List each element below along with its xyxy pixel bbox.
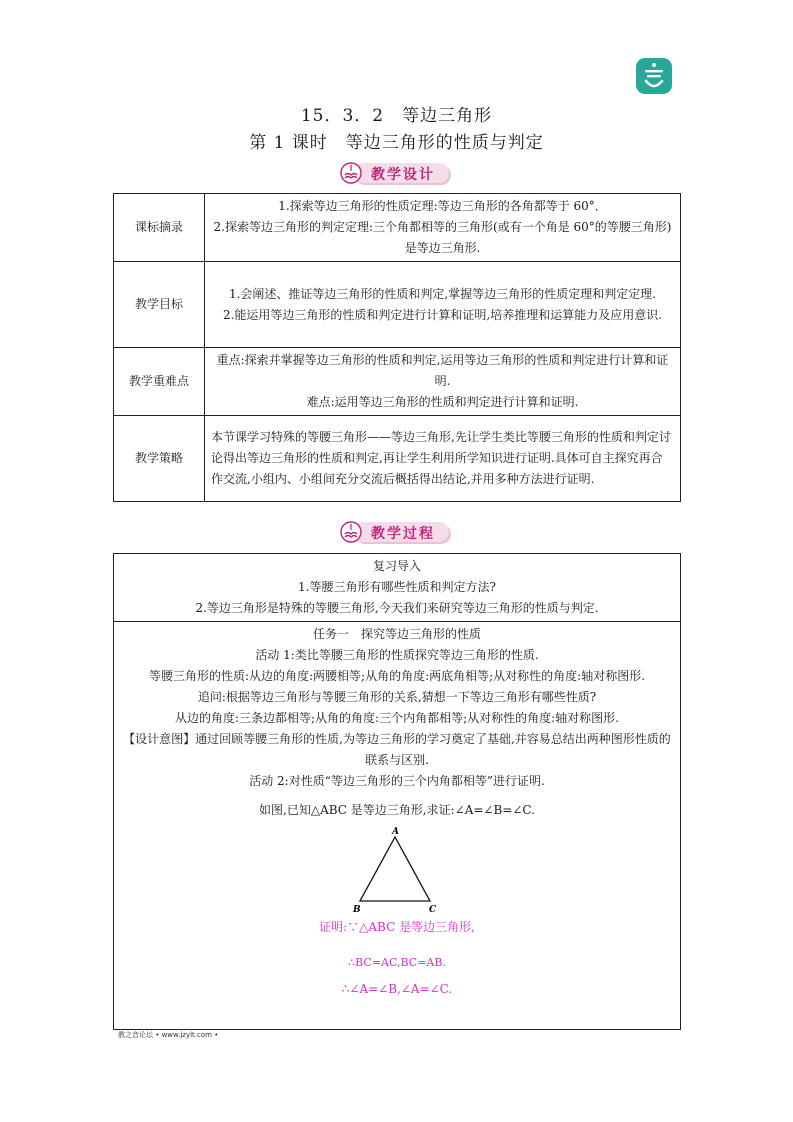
table-row xyxy=(114,262,681,348)
triangle-figure xyxy=(352,827,442,913)
process-table xyxy=(113,553,681,1030)
table-row xyxy=(114,194,681,262)
content-line: 难点:运用等边三角形的性质和判定进行计算和证明. xyxy=(306,395,579,409)
content-line: 本节课学习特殊的等腰三角形——等边三角形,先让学生类比等腰三角形的性质和判定讨论得出等边三角形的性质和判定,再让学生利用所学知识进行证明.具体可自主探究再合作交流,小组内、小组间充分交流后概括得出结论,并用多种方法进行证明. xyxy=(211,430,671,486)
problem-statement: 如图,已知△ABC 是等边三角形,求证:∠A=∠B=∠C. xyxy=(259,803,535,817)
row-content xyxy=(205,348,681,416)
vertex-label-c: C xyxy=(429,905,437,913)
content-line: 1.等腰三角形有哪些性质和判定方法? xyxy=(298,580,496,594)
book-icon xyxy=(339,162,367,184)
content-line: 1.探索等边三角形的性质定理:等边三角形的各角都等于 60°． xyxy=(278,199,607,213)
table-row xyxy=(114,554,681,622)
task-cell xyxy=(114,622,681,1030)
page-subtitle: 第 1 课时 等边三角形的性质与判定 xyxy=(249,133,544,153)
task-heading: 任务一 探究等边三角形的性质 xyxy=(312,627,481,641)
brand-logo-icon xyxy=(636,58,672,94)
content-line: 从边的角度:三条边都相等;从角的角度:三个内角都相等;从对称性的角度:轴对称图形. xyxy=(174,711,620,725)
book-icon xyxy=(339,521,367,543)
row-label: 教学策略 xyxy=(114,416,205,502)
triangle-abc xyxy=(360,837,430,901)
row-content xyxy=(205,194,681,262)
proof-line: 证明:∵△ABC 是等边三角形, xyxy=(319,920,475,934)
review-cell xyxy=(114,554,681,622)
content-line: 2.探索等边三角形的判定定理:三个角都相等的三角形(或有一个角是 60°的等腰三角形)是等边三角形. xyxy=(213,220,672,255)
section-banner-label: 教学过程 xyxy=(371,526,435,542)
review-heading: 复习导入 xyxy=(372,559,421,573)
section-banner-process xyxy=(339,521,453,543)
row-label: 课标摘录 xyxy=(114,194,205,262)
design-intent: 【设计意图】通过回顾等腰三角形的性质,为等边三角形的学习奠定了基础,并容易总结出两种图形性质的联系与区别. xyxy=(123,732,671,767)
row-content xyxy=(205,262,681,348)
page-title: 15．3．2 等边三角形 xyxy=(300,106,493,126)
footer-text: 教之音论坛 • www.jzylt.com • xyxy=(118,1031,219,1039)
vertex-label-a: A xyxy=(392,827,399,837)
brand-logo xyxy=(636,58,672,94)
content-line: 活动 2:对性质“等边三角形的三个内角都相等”进行证明. xyxy=(249,774,545,788)
content-line: 追问:根据等边三角形与等腰三角形的关系,猜想一下等边三角形有哪些性质? xyxy=(197,690,597,704)
table-row xyxy=(114,416,681,502)
proof-line: ∴∠A=∠B,∠A=∠C. xyxy=(341,982,453,996)
content-line: 2.能运用等边三角形的性质和判定进行计算和证明,培养推理和运算能力及应用意识. xyxy=(222,307,663,322)
content-line: 2.等边三角形是特殊的等腰三角形,今天我们来研究等边三角形的性质与判定. xyxy=(195,601,599,615)
proof-line: ∴BC=AC,BC=AB. xyxy=(348,956,446,969)
vertex-label-b: B xyxy=(353,905,361,913)
content-line: 1.会阐述、推证等边三角形的性质和判定,掌握等边三角形的性质定理和判定定理. xyxy=(228,286,657,301)
row-content xyxy=(205,416,681,502)
row-label: 教学目标 xyxy=(114,262,205,348)
content-line: 重点:探索并掌握等边三角形的性质和判定,运用等边三角形的性质和判定进行计算和证明. xyxy=(216,353,669,388)
table-row xyxy=(114,348,681,416)
row-label: 教学重难点 xyxy=(114,348,205,416)
section-banner-label: 教学设计 xyxy=(371,167,435,183)
design-table xyxy=(113,193,681,502)
section-banner-design xyxy=(339,162,453,184)
table-row xyxy=(114,622,681,1030)
content-line: 等腰三角形的性质:从边的角度:两腰相等;从角的角度:两底角相等;从对称性的角度:轴对称图形. xyxy=(148,669,646,683)
content-line: 活动 1:类比等腰三角形的性质探究等边三角形的性质. xyxy=(255,648,539,662)
